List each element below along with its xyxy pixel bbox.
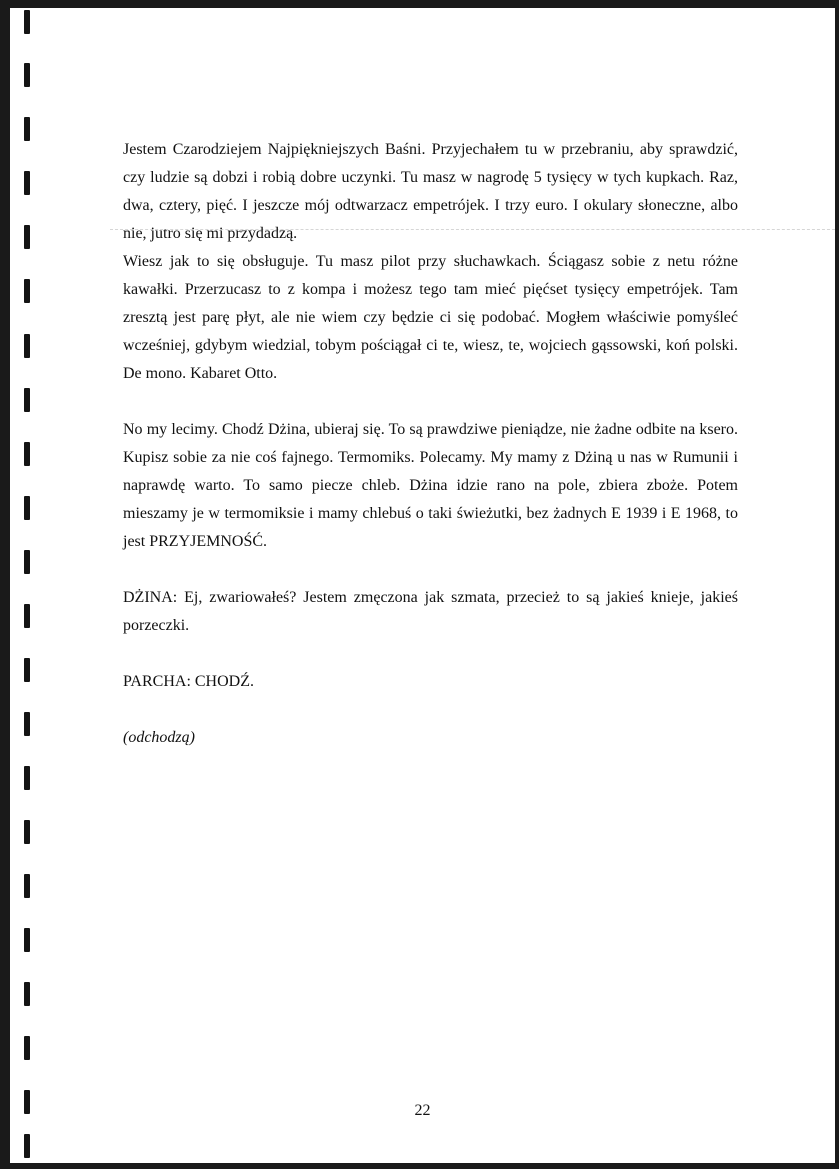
body-text — [123, 136, 738, 780]
binding-punch-hole — [24, 712, 30, 736]
paragraph-parcha-line: PARCHA: CHODŹ. — [123, 673, 254, 690]
paragraph-player-instructions: Wiesz jak to się obsługuje. Tu masz pilot przy słuchawkach. Ściągasz sobie z netu różne kawałki. Przerzucasz to z kompa i możesz tego tam mieć pięćset tysięcy empetrójek. Tam zresztą jest parę płyt, ale nie wiem czy będzie ci się podobać. Mogłem właściwie pomyśleć wcześniej, gdybym wiedzial, tobym pościągał ci te, wiesz, te, wojciech gąssowski, koń polski. De mono. Kabaret Otto. — [123, 253, 738, 382]
binding-punch-hole — [24, 550, 30, 574]
binding-punch-hole — [24, 225, 30, 249]
paragraph-wizard-speech: Jestem Czarodziejem Najpiękniejszych Baśni. Przyjechałem tu w przebraniu, aby sprawdzić, czy ludzie są dobzi i robią dobre uczynki. Tu masz w nagrodę 5 tysięcy w tych kupkach. Raz, dwa, cztery, pięć. I jeszcze mój odtwarzacz empetrójek. I trzy euro. I okulary słoneczne, albo nie, jutro się mi przydadzą. — [123, 141, 738, 242]
binding-punch-hole — [24, 496, 30, 520]
binding-punch-hole — [24, 279, 30, 303]
binding-punch-hole — [24, 388, 30, 412]
binding-punch-hole — [24, 874, 30, 898]
paragraph-leaving: No my lecimy. Chodź Dżina, ubieraj się. To są prawdziwe pieniądze, nie żadne odbite na ksero. Kupisz sobie za nie coś fajnego. Termomiks. Polecamy. My mamy z Dżiną u nas w Rumunii i naprawdę warto. To samo piecze chleb. Dżina idzie rano na pole, zbiera zboże. Potem mieszamy je w termomiksie i mamy chlebuś o taki świeżutki, bez żadnych E 1939 i E 1968, to jest PRZYJEMNOŚĆ. — [123, 421, 738, 550]
binding-punch-hole — [24, 117, 30, 141]
binding-punch-hole — [24, 1134, 30, 1158]
stage-direction: (odchodzą) — [123, 729, 195, 746]
binding-punch-hole — [24, 982, 30, 1006]
paragraph-dzina-line: DŻINA: Ej, zwariowałeś? Jestem zmęczona jak szmata, przecież to są jakieś knieje, jakieś porzeczki. — [123, 589, 738, 634]
binding-punch-hole — [24, 604, 30, 628]
binding-punch-hole — [24, 1036, 30, 1060]
binding-punch-hole — [24, 1090, 30, 1114]
binding-punch-hole — [24, 63, 30, 87]
page-number: 22 — [414, 1102, 431, 1119]
binding-punch-holes — [24, 0, 36, 1169]
binding-punch-hole — [24, 442, 30, 466]
binding-punch-hole — [24, 10, 30, 34]
binding-punch-hole — [24, 171, 30, 195]
binding-punch-hole — [24, 658, 30, 682]
binding-punch-hole — [24, 928, 30, 952]
binding-punch-hole — [24, 766, 30, 790]
binding-punch-hole — [24, 334, 30, 358]
binding-punch-hole — [24, 820, 30, 844]
